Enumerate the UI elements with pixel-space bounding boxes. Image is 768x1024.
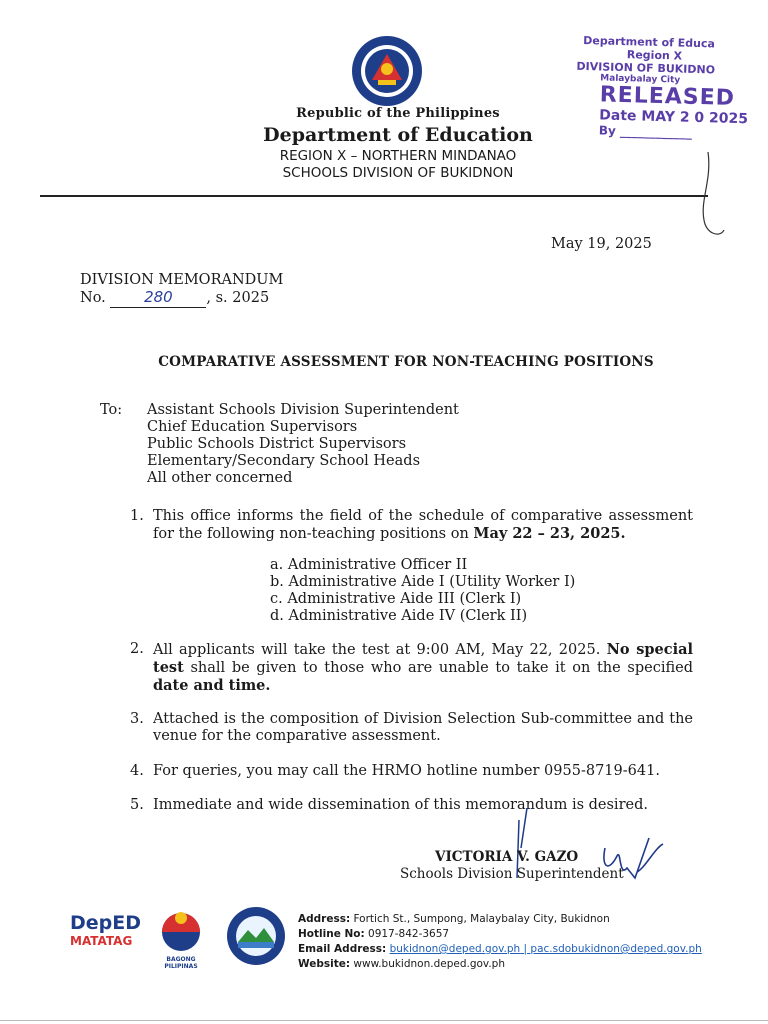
memo-type: DIVISION MEMORANDUM	[80, 272, 284, 288]
republic-heading: Republic of the Philippines	[296, 106, 500, 121]
stamp-line-3: DIVISION OF BUKIDNO	[576, 59, 716, 77]
website-link[interactable]: www.bukidnon.deped.gov.ph	[353, 958, 505, 970]
footer-hotline: Hotline No: 0917-842-3657	[298, 928, 450, 940]
memo-number: 280	[144, 288, 173, 306]
recipient-item: Chief Education Supervisors	[147, 419, 358, 435]
recipient-item: Public Schools District Supervisors	[147, 436, 407, 452]
footer-email: Email Address: bukidnon@deped.gov.ph | pac.sdobukidnon@deped.gov.ph	[298, 943, 702, 955]
position-item: b. Administrative Aide I (Utility Worker I)	[270, 574, 576, 590]
email-link-2[interactable]: pac.sdobukidnon@deped.gov.ph	[530, 943, 702, 955]
division-heading: SCHOOLS DIVISION OF BUKIDNON	[282, 165, 514, 181]
memo-number-field	[110, 289, 206, 308]
stamp-scribble	[690, 150, 730, 240]
footer-address: Address: Fortich St., Sumpong, Malaybalay City, Bukidnon	[298, 913, 610, 925]
stamp-by: By ____________	[598, 123, 693, 140]
position-item: d. Administrative Aide IV (Clerk II)	[270, 608, 528, 624]
to-label: To:	[100, 402, 123, 418]
position-item: a. Administrative Officer II	[270, 557, 468, 573]
stamp-line-2: Region X	[626, 48, 683, 63]
recipient-item: Assistant Schools Division Superintendent	[147, 402, 459, 418]
deped-seal-logo	[350, 34, 424, 108]
sdo-bukidnon-seal-logo	[226, 906, 286, 966]
signatory-title: Schools Division Superintendent	[400, 866, 624, 882]
position-item: c. Administrative Aide III (Clerk I)	[270, 591, 522, 607]
recipient-item: All other concerned	[147, 470, 293, 486]
footer-website: Website: www.bukidnon.deped.gov.ph	[298, 958, 505, 970]
stamp-date: Date MAY 2 0 2025	[599, 107, 749, 128]
email-link-1[interactable]: bukidnon@deped.gov.ph	[389, 943, 521, 955]
deped-matatag-logo: DepED MATATAG	[70, 912, 142, 948]
memo-number-line: No. 280 , s. 2025	[80, 288, 270, 306]
header-divider	[40, 195, 708, 197]
recipient-list	[147, 402, 459, 487]
region-heading: REGION X – NORTHERN MINDANAO	[279, 148, 517, 164]
memo-subject: COMPARATIVE ASSESSMENT FOR NON-TEACHING POSITIONS	[158, 354, 654, 370]
released-stamp	[559, 33, 762, 141]
positions-list	[270, 557, 575, 625]
signatory-name: VICTORIA V. GAZO	[435, 849, 579, 865]
footer-contact	[298, 912, 702, 972]
recipient-item: Elementary/Secondary School Heads	[147, 453, 421, 469]
bagong-pilipinas-emblem	[150, 908, 212, 952]
memo-date: May 19, 2025	[551, 236, 652, 252]
stamp-line-4: Malaybalay City	[600, 73, 681, 86]
bagong-pilipinas-logo: BAGONG PILIPINAS	[150, 908, 212, 964]
stamp-status: RELEASED	[599, 82, 736, 111]
stamp-line-1: Department of Educa	[583, 33, 716, 51]
page-bottom-edge	[0, 1020, 768, 1021]
department-title: Department of Education	[263, 124, 533, 146]
